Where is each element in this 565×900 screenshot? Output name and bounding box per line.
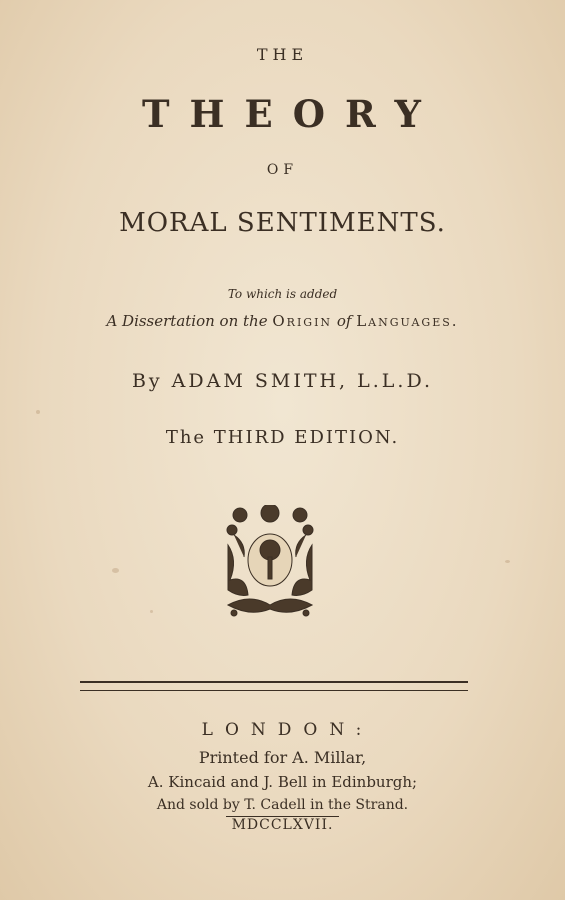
foxing-spot: [150, 610, 153, 613]
publication-date: MDCCLXVII.: [226, 816, 340, 833]
imprint-city: LONDON:: [201, 720, 374, 740]
dissertation-prefix: A Dissertation on the: [106, 312, 268, 330]
double-rule-top: [80, 681, 468, 683]
title-the: THE: [256, 45, 309, 64]
main-title: MORAL SENTIMENTS.: [119, 208, 446, 238]
sold-by-line: And sold by T. Cadell in the Strand.: [156, 797, 409, 813]
date-line: [0, 817, 565, 833]
printed-for-line: Printed for A. Millar,: [198, 748, 367, 767]
edition-line: The THIRD EDITION.: [165, 427, 400, 448]
foxing-spot: [505, 560, 510, 563]
double-rule-bottom: [80, 690, 468, 691]
foxing-spot: [36, 410, 40, 414]
floral-ornament-icon: [220, 505, 320, 620]
origin-word: Origin: [272, 312, 333, 330]
to-which-added: To which is added: [227, 287, 338, 301]
dissertation-line: [0, 312, 565, 330]
foxing-spot: [112, 568, 119, 573]
title-of: OF: [266, 162, 299, 178]
of-word: of: [336, 312, 352, 330]
kincaid-line: A. Kincaid and J. Bell in Edinburgh;: [147, 773, 418, 791]
author-line: By ADAM SMITH, L.L.D.: [131, 370, 434, 392]
languages-word: Languages.: [356, 312, 459, 330]
title-theory: THEORY: [142, 92, 441, 136]
